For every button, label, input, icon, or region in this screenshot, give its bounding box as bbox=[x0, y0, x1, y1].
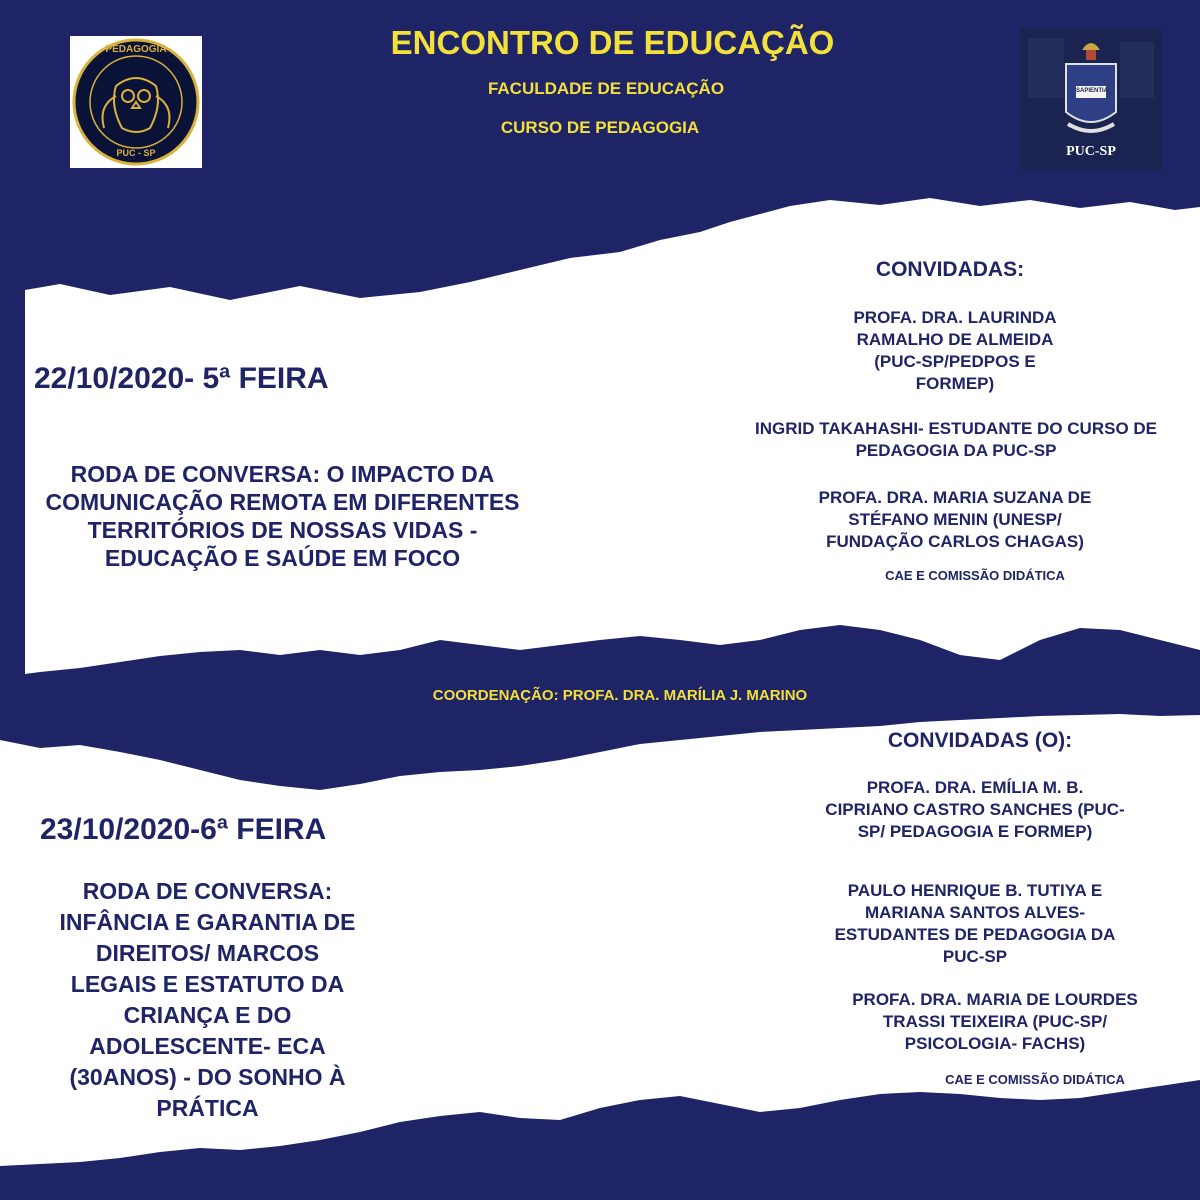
puc-sp-label: PUC-SP bbox=[1066, 144, 1116, 159]
event1-guest-1: PROFA. DRA. LAURINDA RAMALHO DE ALMEIDA (PUC-SP/PEDPOS E FORMEP) bbox=[853, 308, 1057, 393]
course-subtitle: CURSO DE PEDAGOGIA bbox=[500, 118, 700, 137]
event2-org: CAE E COMISSÃO DIDÁTICA bbox=[945, 1072, 1125, 1087]
coordination-text: COORDENAÇÃO: PROFA. DRA. MARÍLIA J. MARINO bbox=[432, 687, 808, 704]
logo-bottom-text: PUC - SP bbox=[116, 148, 156, 158]
logo-top-text: PEDAGOGIA bbox=[105, 44, 167, 55]
event2-guest-1: PROFA. DRA. EMÍLIA M. B. CIPRIANO CASTRO SANCHES (PUC- SP/ PEDAGOGIA E FORMEP) bbox=[825, 778, 1125, 841]
event1-guest-2: INGRID TAKAHASHI- ESTUDANTE DO CURSO DE PEDAGOGIA DA PUC-SP bbox=[754, 419, 1158, 460]
event2-title: RODA DE CONVERSA: INFÂNCIA E GARANTIA DE DIREITOS/ MARCOS LEGAIS E ESTATUTO DA CRIANÇA E DO ADOLESCENTE- ECA (30ANOS) - DO SONHO À PRÁTICA bbox=[59, 878, 356, 1121]
event1-org: CAE E COMISSÃO DIDÁTICA bbox=[885, 568, 1065, 583]
ribbon-text: SAPIENTIA bbox=[1076, 88, 1109, 94]
pedagogia-logo bbox=[70, 36, 202, 168]
event1-guest-3: PROFA. DRA. MARIA SUZANA DE STÉFANO MENIN (UNESP/ FUNDAÇÃO CARLOS CHAGAS) bbox=[818, 488, 1092, 551]
event1-guests-heading: CONVIDADAS: bbox=[875, 258, 1025, 281]
event1-title: RODA DE CONVERSA: O IMPACTO DA COMUNICAÇÃO REMOTA EM DIFERENTES TERRITÓRIOS DE NOSSAS VIDAS - EDUCAÇÃO E SAÚDE EM FOCO bbox=[45, 461, 520, 571]
event2-guests-heading: CONVIDADAS (O): bbox=[887, 729, 1073, 752]
page-title: ENCONTRO DE EDUCAÇÃO bbox=[390, 24, 835, 61]
event2-guest-2: PAULO HENRIQUE B. TUTIYA E MARIANA SANTOS ALVES- ESTUDANTES DE PEDAGOGIA DA PUC-SP bbox=[834, 881, 1116, 966]
faculty-subtitle: FACULDADE DE EDUCAÇÃO bbox=[487, 79, 725, 98]
event2-guest-3: PROFA. DRA. MARIA DE LOURDES TRASSI TEIXEIRA (PUC-SP/ PSICOLOGIA- FACHS) bbox=[852, 990, 1138, 1053]
event2-date: 23/10/2020-6ª FEIRA bbox=[40, 813, 327, 846]
puc-sp-logo bbox=[1020, 28, 1162, 170]
event1-date: 22/10/2020- 5ª FEIRA bbox=[34, 362, 329, 395]
